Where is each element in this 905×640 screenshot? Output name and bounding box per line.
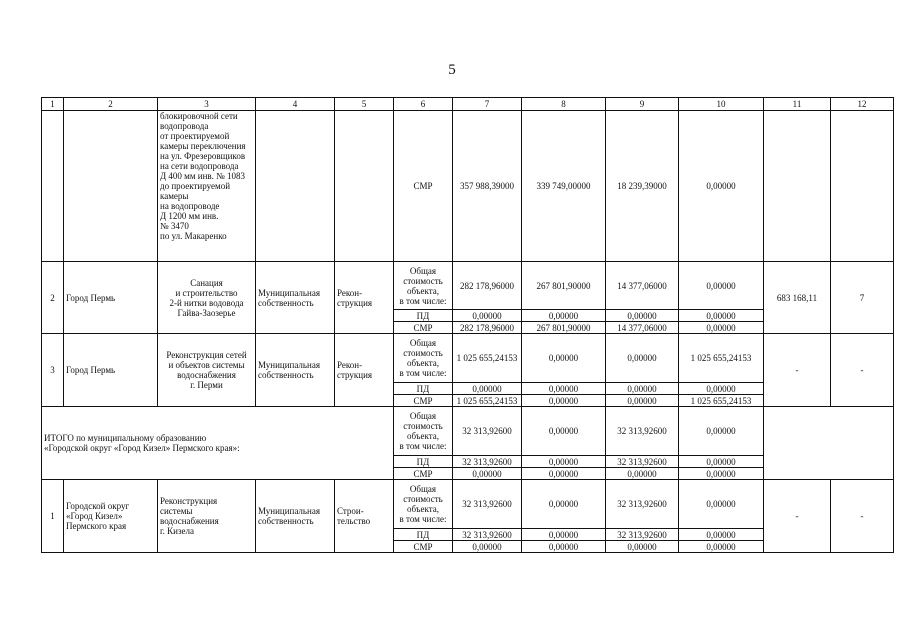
value-cell: 1 025 655,24153 [679, 334, 764, 383]
cost-type-cell: Общая стоимость объекта, в том числе: [394, 407, 453, 456]
place-cell: Городской округ «Город Кизел» Пермского края [64, 480, 158, 553]
header-cell: 3 [158, 98, 256, 111]
header-row [42, 98, 894, 111]
header-cell: 6 [394, 98, 453, 111]
value-cell: 32 313,92600 [606, 407, 679, 456]
value-cell: 1 025 655,24153 [453, 334, 522, 383]
value-cell: 0,00000 [522, 468, 606, 480]
value-cell: 1 025 655,24153 [453, 395, 522, 407]
object-name-cell: Реконструкция сетей и объектов системы водоснабжения г. Перми [158, 334, 256, 407]
value-cell: 0,00000 [606, 395, 679, 407]
value-cell: 0,00000 [522, 541, 606, 553]
object-name-cell: Реконструкция системы водоснабжения г. Кизела [158, 480, 256, 553]
cell [256, 111, 335, 262]
value-cell: 0,00000 [453, 310, 522, 322]
cell [42, 111, 64, 262]
table-row [42, 111, 894, 262]
value-cell: 14 377,06000 [606, 262, 679, 310]
col11-cell: 683 168,11 [764, 262, 831, 334]
work-type-cell: Рекон- струкция [335, 262, 394, 334]
header-cell: 7 [453, 98, 522, 111]
col11-cell: - [764, 480, 831, 553]
table-row [42, 407, 894, 456]
value-cell: 0,00000 [679, 407, 764, 456]
value-cell: 0,00000 [522, 383, 606, 395]
cell [764, 407, 894, 480]
value-cell: 339 749,00000 [522, 111, 606, 262]
owner-cell: Муниципальная собственность [256, 262, 335, 334]
cost-type-cell: ПД [394, 383, 453, 395]
value-cell: 32 313,92600 [606, 529, 679, 541]
header-cell: 10 [679, 98, 764, 111]
cost-type-cell: ПД [394, 529, 453, 541]
value-cell: 32 313,92600 [453, 480, 522, 529]
cost-type-cell: Общая стоимость объекта, в том числе: [394, 334, 453, 383]
cell [64, 111, 158, 262]
header-cell: 5 [335, 98, 394, 111]
page-number: 5 [448, 62, 456, 78]
cell [831, 111, 894, 262]
owner-cell: Муниципальная собственность [256, 334, 335, 407]
header-cell: 11 [764, 98, 831, 111]
value-cell: 282 178,96000 [453, 322, 522, 334]
work-type-cell: Строи- тельство [335, 480, 394, 553]
value-cell: 267 801,90000 [522, 322, 606, 334]
value-cell: 0,00000 [522, 395, 606, 407]
value-cell: 0,00000 [522, 529, 606, 541]
row-number-cell: 1 [42, 480, 64, 553]
value-cell: 0,00000 [679, 456, 764, 468]
value-cell: 0,00000 [522, 480, 606, 529]
value-cell: 0,00000 [606, 383, 679, 395]
cost-type-cell: СМР [394, 111, 453, 262]
cost-type-cell: ПД [394, 456, 453, 468]
total-label-cell: ИТОГО по муниципальному образованию «Городской округ «Город Кизел» Пермского края»: [42, 407, 394, 480]
investment-table [41, 97, 894, 553]
value-cell: 0,00000 [679, 262, 764, 310]
cost-type-cell: ПД [394, 310, 453, 322]
row-number-cell: 2 [42, 262, 64, 334]
cell [335, 111, 394, 262]
value-cell: 0,00000 [679, 529, 764, 541]
value-cell: 282 178,96000 [453, 262, 522, 310]
table-row [42, 480, 894, 529]
cost-type-cell: Общая стоимость объекта, в том числе: [394, 480, 453, 529]
value-cell: 357 988,39000 [453, 111, 522, 262]
cost-type-cell: СМР [394, 395, 453, 407]
value-cell: 32 313,92600 [606, 480, 679, 529]
value-cell: 0,00000 [606, 334, 679, 383]
cost-type-cell: СМР [394, 541, 453, 553]
value-cell: 0,00000 [453, 383, 522, 395]
value-cell: 32 313,92600 [453, 407, 522, 456]
cell [764, 111, 831, 262]
header-cell: 8 [522, 98, 606, 111]
value-cell: 32 313,92600 [453, 456, 522, 468]
work-type-cell: Рекон- струкция [335, 334, 394, 407]
col12-cell: - [831, 334, 894, 407]
value-cell: 1 025 655,24153 [679, 395, 764, 407]
value-cell: 0,00000 [522, 407, 606, 456]
value-cell: 0,00000 [679, 383, 764, 395]
header-cell: 1 [42, 98, 64, 111]
cost-type-cell: СМР [394, 322, 453, 334]
value-cell: 0,00000 [679, 111, 764, 262]
value-cell: 18 239,39000 [606, 111, 679, 262]
value-cell: 0,00000 [679, 310, 764, 322]
value-cell: 32 313,92600 [606, 456, 679, 468]
table-row [42, 334, 894, 383]
value-cell: 0,00000 [606, 468, 679, 480]
owner-cell: Муниципальная собственность [256, 480, 335, 553]
value-cell: 14 377,06000 [606, 322, 679, 334]
header-cell: 2 [64, 98, 158, 111]
value-cell: 0,00000 [679, 541, 764, 553]
value-cell: 267 801,90000 [522, 262, 606, 310]
object-name-cell: Санация и строительство 2-й нитки водовода Гайва-Заозерье [158, 262, 256, 334]
header-cell: 12 [831, 98, 894, 111]
col11-cell: - [764, 334, 831, 407]
value-cell: 0,00000 [606, 541, 679, 553]
cost-type-cell: СМР [394, 468, 453, 480]
value-cell: 0,00000 [522, 334, 606, 383]
place-cell: Город Пермь [64, 262, 158, 334]
value-cell: 0,00000 [522, 456, 606, 468]
value-cell: 0,00000 [453, 541, 522, 553]
value-cell: 32 313,92600 [453, 529, 522, 541]
header-cell: 4 [256, 98, 335, 111]
value-cell: 0,00000 [679, 322, 764, 334]
value-cell: 0,00000 [522, 310, 606, 322]
header-cell: 9 [606, 98, 679, 111]
place-cell: Город Пермь [64, 334, 158, 407]
value-cell: 0,00000 [606, 310, 679, 322]
row-number-cell: 3 [42, 334, 64, 407]
value-cell: 0,00000 [679, 468, 764, 480]
col12-cell: - [831, 480, 894, 553]
object-name-cell: блокировочной сети водопровода от проектируемой камеры переключения на ул. Фрезеровщиков на сети водопровода Д 400 мм инв. № 1083 до проектируемой камеры на водопроводе Д 1200 мм инв. № 3470 по ул. Макаренко [158, 111, 256, 262]
table-row [42, 262, 894, 310]
value-cell: 0,00000 [679, 480, 764, 529]
value-cell: 0,00000 [453, 468, 522, 480]
col12-cell: 7 [831, 262, 894, 334]
cost-type-cell: Общая стоимость объекта, в том числе: [394, 262, 453, 310]
